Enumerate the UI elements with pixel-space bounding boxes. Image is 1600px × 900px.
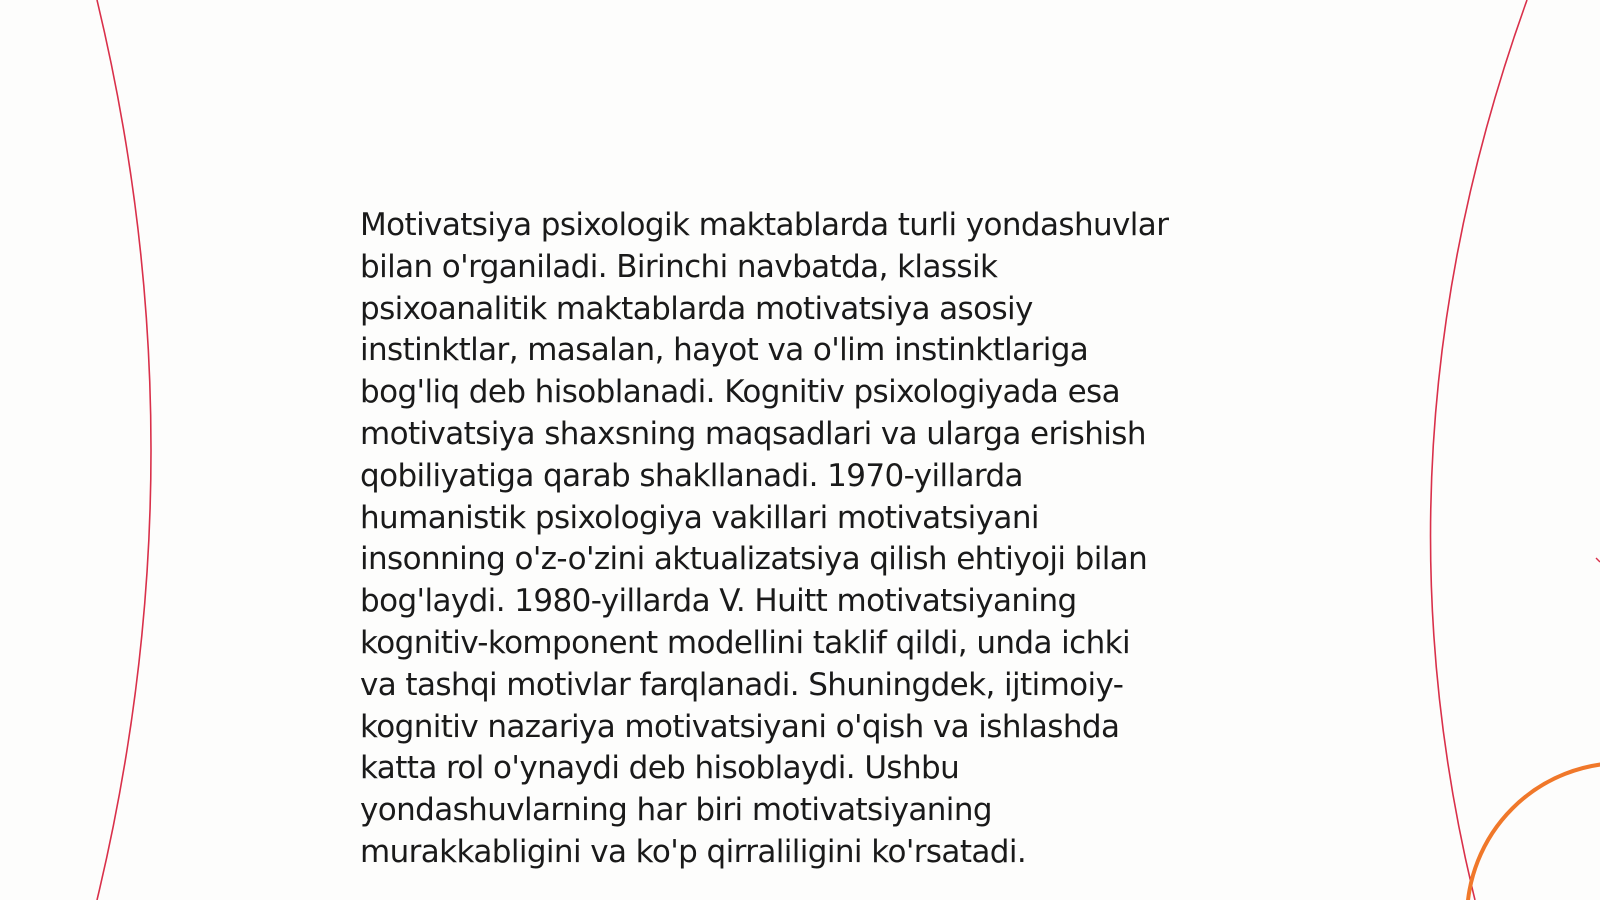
body-paragraph: Motivatsiya psixologik maktablarda turli yondashuvlar bilan o'rganiladi. Birinchi navbatda, klassik psixoanalitik maktablarda motivatsiya asosiy instinktlar, masalan, hayot va o'lim instinktlariga bog'liq deb hisoblanadi. Kognitiv psixologiyada esa motivatsiya shaxsning maqsadlari va ularga erishish qobiliyatiga qarab shakllanadi. 1970-yillarda humanistik psixologiya vakillari motivatsiyani insonning o'z-o'zini aktualizatsiya qilish ehtiyoji bilan bog'laydi. 1980-yillarda V. Huitt motivatsiyaning kognitiv-komponent modellini taklif qildi, unda ichki va tashqi motivlar farqlanadi. Shuningdek, ijtimoiy- kognitiv nazariya motivatsiyani o'qish va ishlashda katta rol o'ynaydi deb hisoblaydi. Ushbu yondashuvlarning har biri motivatsiyaning murakkabligini va ko'p qirraliligini ko'rsatadi. bbox=[360, 207, 1169, 870]
right-arc-line bbox=[1431, 0, 1527, 900]
orange-circle-ring bbox=[1467, 763, 1600, 900]
right-edge-tick bbox=[1596, 558, 1600, 562]
left-arc-line bbox=[97, 0, 151, 900]
